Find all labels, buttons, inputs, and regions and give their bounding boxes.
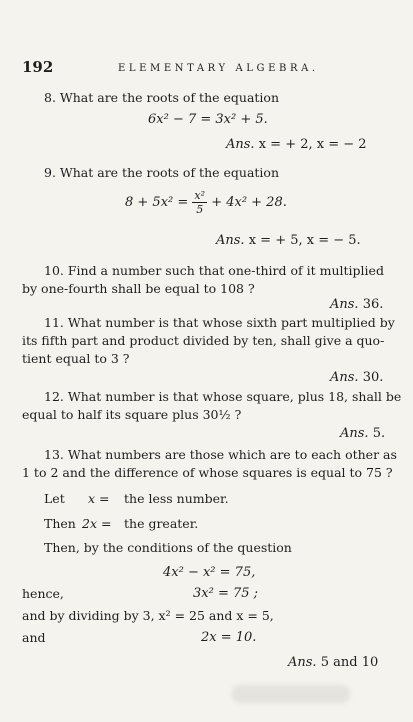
answer-label: Ans. [288,655,317,670]
answer-value: 5 and 10 [320,655,379,670]
equation-2: 3x² = 75 ; [193,586,259,601]
let-word: Let [44,491,65,506]
problem-10-line-2: by one-fourth shall be equal to 108 ? [22,281,255,296]
conditions-line: Then, by the conditions of the question [44,540,292,555]
problem-11-line-1: 11. What number is that whose sixth part multiplied by [44,315,395,330]
problem-11-line-2: its fifth part and product divided by ten, shall give a quo- [22,333,385,348]
let-definition: the less number. [124,491,229,506]
let-variable: x = [88,491,110,506]
problem-8-question: 8. What are the roots of the equation [44,90,279,105]
answer-value: 30. [362,370,384,385]
equation-right: + 4x² + 28. [211,195,287,210]
hence-word: hence, [22,586,64,601]
then-definition: the greater. [124,516,199,531]
problem-8-equation: 6x² − 7 = 3x² + 5. [148,112,268,127]
problem-13-line-1: 13. What numbers are those which are to each other as [44,447,397,462]
answer-values: x = + 5, x = − 5. [248,233,361,248]
problem-9-equation [125,190,287,215]
problem-9-answer [216,233,361,248]
and-word: and [22,630,46,645]
problem-10-line-1: 10. Find a number such that one-third of it multiplied [44,263,384,278]
problem-13-answer [288,655,378,670]
problem-13-line-2: 1 to 2 and the difference of whose squares is equal to 75 ? [22,465,393,480]
problem-9-question: 9. What are the roots of the equation [44,165,279,180]
then-word: Then [44,516,76,531]
fraction-denominator: 5 [196,203,204,216]
answer-label: Ans. [330,297,359,312]
answer-label: Ans. [340,426,369,441]
problem-11-answer [330,370,383,385]
fraction-numerator: x² [194,189,206,202]
problem-12-line-1: 12. What number is that whose square, plus 18, shall be [44,389,402,404]
dividing-line: and by dividing by 3, x² = 25 and x = 5, [22,608,274,623]
answer-value: 5. [372,426,386,441]
answer-label: Ans. [330,370,359,385]
answer-values: x = + 2, x = − 2 [258,137,367,152]
answer-value: 36. [362,297,384,312]
equation-3: 2x = 10. [201,630,257,645]
problem-10-answer [330,297,383,312]
running-title: ELEMENTARY ALGEBRA. [118,63,319,74]
problem-8-answer [226,137,367,152]
equation-1: 4x² − x² = 75, [163,565,256,580]
problem-12-line-2: equal to half its square plus 30½ ? [22,407,242,422]
problem-11-line-3: tient equal to 3 ? [22,351,130,366]
bleed-through-smudge [232,685,350,703]
then-variable: 2x = [82,516,112,531]
problem-12-answer [340,426,385,441]
equation-left: 8 + 5x² = [125,195,189,210]
answer-label: Ans. [216,233,245,248]
page-number: 192 [22,58,54,76]
fraction [192,190,207,215]
answer-label: Ans. [226,137,255,152]
